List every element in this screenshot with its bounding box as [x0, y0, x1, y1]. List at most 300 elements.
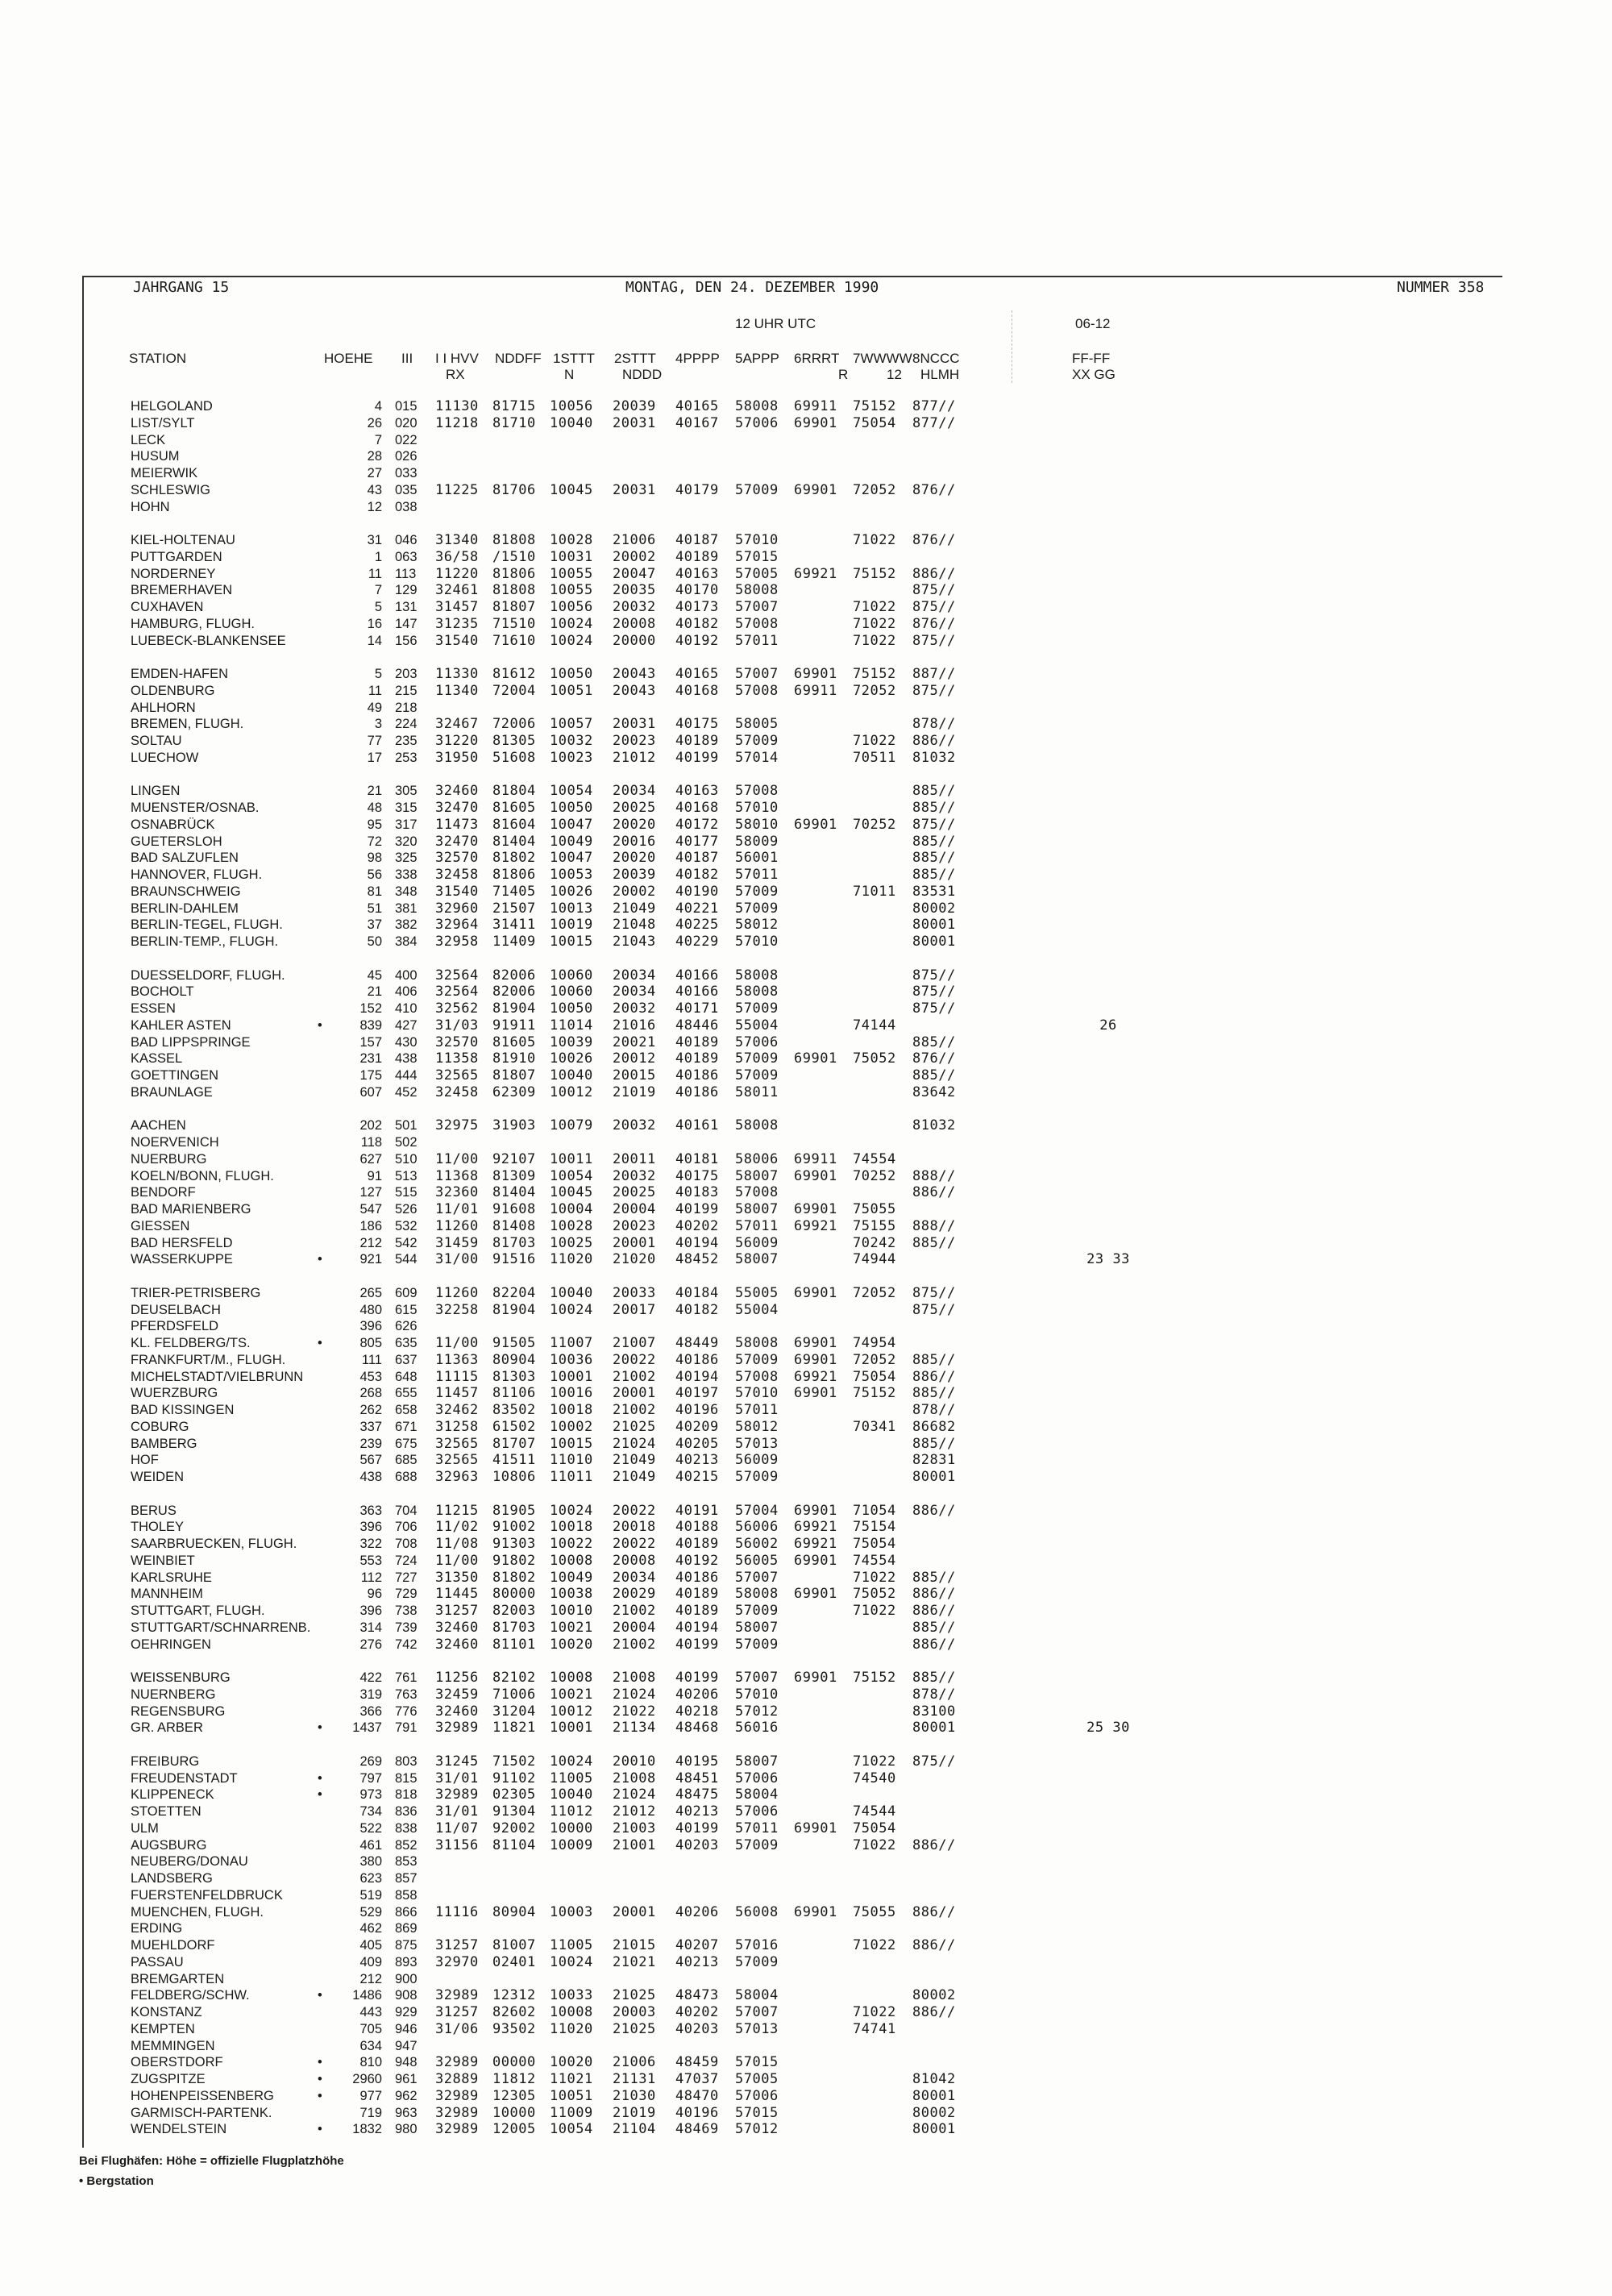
code-group-3: 10055 [550, 582, 593, 599]
station-height: 239 [359, 1436, 382, 1451]
station-name: BREMERHAVEN [131, 583, 233, 598]
code-group-8: 71022 [853, 1937, 896, 1953]
code-group-9: 80001 [912, 934, 956, 950]
code-group-6: 55004 [735, 1017, 779, 1034]
code-group-1: 31156 [435, 1836, 479, 1853]
table-row [0, 1017, 1612, 1034]
code-group-7: 69911 [794, 682, 837, 699]
code-group-7: 69901 [794, 1903, 837, 1920]
station-name: NORDERNEY [131, 566, 216, 581]
footnote-mountain: • Bergstation [79, 2174, 154, 2188]
station-height: 5 [374, 667, 382, 681]
table-row [0, 733, 1612, 749]
code-group-5: 40188 [675, 1519, 719, 1536]
table-row [0, 1067, 1612, 1084]
code-group-7: 69921 [794, 1536, 837, 1552]
code-group-4: 20034 [613, 1569, 656, 1586]
table-row [0, 1503, 1612, 1519]
code-group-2: 72006 [492, 716, 536, 733]
station-height: 212 [359, 1235, 382, 1250]
code-group-6: 57009 [735, 883, 779, 900]
station-height: 480 [359, 1302, 382, 1317]
code-group-3: 10024 [550, 615, 593, 632]
code-group-1: 31/06 [435, 2020, 479, 2037]
table-row [0, 834, 1612, 850]
code-group-3: 10012 [550, 1084, 593, 1100]
code-group-5: 40196 [675, 2104, 719, 2121]
code-group-5: 40213 [675, 1803, 719, 1820]
code-group-4: 21003 [613, 1820, 656, 1836]
code-group-3: 10049 [550, 1569, 593, 1586]
code-group-5: 40172 [675, 816, 719, 833]
code-group-1: 31540 [435, 632, 479, 649]
station-id: 836 [395, 1804, 418, 1819]
gust-value: 23 33 [1086, 1251, 1130, 1268]
code-group-5: 40165 [675, 666, 719, 682]
code-group-3: 10054 [550, 783, 593, 800]
code-group-5: 48469 [675, 2121, 719, 2138]
code-group-2: 91002 [492, 1519, 536, 1536]
station-name: OLDENBURG [131, 683, 215, 698]
code-group-3: 10026 [550, 1050, 593, 1067]
code-group-1: 11473 [435, 816, 479, 833]
code-group-4: 21007 [613, 1335, 656, 1351]
station-id: 515 [395, 1185, 418, 1200]
code-group-9: 886// [912, 733, 956, 749]
station-height: 26 [367, 415, 382, 430]
station-id: 510 [395, 1151, 418, 1167]
station-id: 305 [395, 784, 418, 799]
footnote-airport: Bei Flughäfen: Höhe = offizielle Flugplatzhöhe [79, 2154, 344, 2168]
code-group-3: 10020 [550, 1636, 593, 1653]
code-group-4: 21008 [613, 1670, 656, 1686]
code-group-9: 886// [912, 1636, 956, 1653]
table-row [0, 2071, 1612, 2087]
code-group-4: 21025 [613, 1418, 656, 1435]
code-group-6: 56009 [735, 1234, 779, 1251]
station-name: BAD HERSFELD [131, 1235, 233, 1250]
code-group-5: 40187 [675, 532, 719, 548]
code-group-2: 81904 [492, 1301, 536, 1318]
station-height: 977 [359, 2088, 382, 2103]
station-height: 43 [367, 482, 382, 497]
code-group-5: 40170 [675, 582, 719, 599]
code-group-6: 58004 [735, 1987, 779, 2004]
code-group-4: 21049 [613, 1452, 656, 1469]
code-group-5: 40189 [675, 1536, 719, 1552]
table-row [0, 1670, 1612, 1686]
station-height: 921 [359, 1252, 382, 1267]
code-group-6: 58008 [735, 1117, 779, 1134]
code-group-7: 69921 [794, 565, 837, 582]
code-group-3: 10039 [550, 1034, 593, 1050]
code-group-8: 74554 [853, 1552, 896, 1569]
table-row [0, 1720, 1612, 1736]
code-group-5: 40191 [675, 1502, 719, 1519]
code-group-3: 10008 [550, 1670, 593, 1686]
station-name: KASSEL [131, 1051, 183, 1067]
code-group-3: 10022 [550, 1536, 593, 1552]
station-name: AUGSBURG [131, 1837, 207, 1853]
code-group-3: 10025 [550, 1234, 593, 1251]
code-group-9: 885// [912, 1034, 956, 1050]
table-row [0, 1920, 1612, 1936]
code-group-6: 58008 [735, 1335, 779, 1351]
extra-time-label: 06-12 [1075, 316, 1111, 331]
table-row [0, 1385, 1612, 1401]
code-group-6: 58007 [735, 1619, 779, 1636]
station-height: 705 [359, 2021, 382, 2036]
code-group-6: 57005 [735, 565, 779, 582]
station-height: 186 [359, 1218, 382, 1233]
code-group-8: 71022 [853, 1603, 896, 1619]
code-group-4: 21020 [613, 1251, 656, 1268]
code-group-6: 58008 [735, 398, 779, 414]
table-row [0, 415, 1612, 431]
station-id: 946 [395, 2021, 418, 2036]
code-group-4: 20001 [613, 1234, 656, 1251]
code-group-6: 56016 [735, 1720, 779, 1737]
station-name: OSNABRÜCK [131, 817, 215, 832]
station-id: 502 [395, 1135, 418, 1150]
code-group-8: 72052 [853, 1284, 896, 1301]
code-group-4: 21002 [613, 1636, 656, 1653]
code-group-2: /1510 [492, 548, 536, 565]
code-group-7: 69901 [794, 1552, 837, 1569]
code-group-5: 40199 [675, 1820, 719, 1836]
code-group-5: 40209 [675, 1418, 719, 1435]
table-row [0, 582, 1612, 598]
code-group-5: 40168 [675, 800, 719, 816]
code-group-5: 40186 [675, 1084, 719, 1100]
code-group-2: 80904 [492, 1351, 536, 1368]
station-height: 443 [359, 2005, 382, 2019]
station-id: 857 [395, 1871, 418, 1886]
station-id: 963 [395, 2105, 418, 2120]
code-group-4: 20022 [613, 1351, 656, 1368]
code-group-2: 31903 [492, 1117, 536, 1134]
station-height: 366 [359, 1703, 382, 1719]
station-height: 810 [359, 2055, 382, 2070]
code-group-4: 21025 [613, 1987, 656, 2004]
station-height: 118 [360, 1135, 382, 1150]
code-group-5: 40183 [675, 1184, 719, 1201]
station-height: 112 [360, 1570, 382, 1585]
station-id: 962 [395, 2088, 418, 2103]
code-group-6: 57015 [735, 548, 779, 565]
station-id: 688 [395, 1470, 418, 1484]
code-group-2: 21507 [492, 900, 536, 917]
table-row [0, 1553, 1612, 1569]
code-group-2: 81612 [492, 666, 536, 682]
code-group-4: 20032 [613, 599, 656, 615]
table-row [0, 616, 1612, 632]
table-row [0, 934, 1612, 950]
table-row [0, 465, 1612, 481]
code-group-8: 71054 [853, 1502, 896, 1519]
code-group-4: 20000 [613, 632, 656, 649]
code-group-2: 81706 [492, 481, 536, 498]
code-group-4: 20039 [613, 867, 656, 883]
code-group-3: 10047 [550, 816, 593, 833]
code-group-6: 57007 [735, 1569, 779, 1586]
code-group-9: 876// [912, 532, 956, 548]
table-row [0, 1586, 1612, 1602]
station-height: 265 [359, 1285, 382, 1300]
code-group-1: 11363 [435, 1351, 479, 1368]
code-group-1: 32565 [435, 1067, 479, 1084]
code-group-3: 10009 [550, 1836, 593, 1853]
code-group-5: 40192 [675, 1552, 719, 1569]
station-height: 461 [359, 1837, 382, 1853]
table-row [0, 1820, 1612, 1836]
station-height: 48 [367, 801, 382, 815]
code-group-4: 20022 [613, 1536, 656, 1552]
code-group-2: 81303 [492, 1368, 536, 1385]
table-row [0, 2088, 1612, 2104]
code-group-2: 82006 [492, 967, 536, 984]
station-id: 815 [395, 1770, 418, 1786]
code-group-7: 69901 [794, 1335, 837, 1351]
table-row [0, 1402, 1612, 1418]
station-name: BOCHOLT [131, 984, 194, 1000]
code-group-6: 57007 [735, 2004, 779, 2020]
table-row [0, 1302, 1612, 1318]
table-row [0, 1971, 1612, 1987]
code-group-9: 886// [912, 1836, 956, 1853]
code-group-9: 885// [912, 1067, 956, 1084]
table-row [0, 1419, 1612, 1435]
code-group-2: 11812 [492, 2071, 536, 2087]
station-name: BERLIN-TEMP., FLUGH. [131, 934, 279, 949]
code-group-7: 69901 [794, 1670, 837, 1686]
station-name: LUEBECK-BLANKENSEE [131, 633, 286, 648]
code-group-9: 875// [912, 816, 956, 833]
code-group-9: 878// [912, 716, 956, 733]
code-group-1: 31/01 [435, 1803, 479, 1820]
code-group-7: 69901 [794, 1385, 837, 1402]
code-group-2: 81106 [492, 1385, 536, 1402]
code-group-9: 886// [912, 1937, 956, 1953]
station-name: CUXHAVEN [131, 600, 204, 614]
station-name: ERDING [131, 1921, 183, 1936]
station-name: BERUS [131, 1503, 177, 1518]
station-name: STOETTEN [131, 1804, 202, 1819]
code-group-1: 32565 [435, 1452, 479, 1469]
code-group-6: 57009 [735, 1000, 779, 1017]
station-name: KEMPTEN [131, 2021, 195, 2036]
station-name: MUENCHEN, FLUGH. [131, 1904, 264, 1920]
code-group-7: 69901 [794, 1820, 837, 1836]
code-group-8: 70341 [853, 1418, 896, 1435]
table-row [0, 1853, 1612, 1870]
code-group-4: 21002 [613, 1402, 656, 1418]
code-group-6: 57013 [735, 2020, 779, 2037]
station-id: 948 [395, 2055, 418, 2070]
station-id: 818 [395, 1787, 418, 1803]
code-group-4: 20039 [613, 398, 656, 414]
code-group-6: 58008 [735, 967, 779, 984]
mountain-marker: • [318, 2055, 322, 2070]
code-group-3: 10026 [550, 883, 593, 900]
code-group-4: 21049 [613, 1469, 656, 1485]
code-group-6: 57010 [735, 1385, 779, 1402]
station-height: 2960 [352, 2072, 382, 2086]
code-group-2: 81605 [492, 800, 536, 816]
code-group-2: 10806 [492, 1469, 536, 1485]
station-id: 338 [395, 867, 418, 882]
code-group-1: 11215 [435, 1502, 479, 1519]
station-id: 544 [395, 1252, 418, 1267]
code-group-1: 32564 [435, 984, 479, 1000]
code-group-1: 32564 [435, 967, 479, 984]
code-group-4: 20022 [613, 1502, 656, 1519]
code-group-6: 57015 [735, 2104, 779, 2121]
code-group-5: 40206 [675, 1686, 719, 1703]
code-group-9: 875// [912, 1000, 956, 1017]
code-group-8: 70242 [853, 1234, 896, 1251]
code-group-6: 57009 [735, 733, 779, 749]
code-group-9: 885// [912, 1234, 956, 1251]
station-name: ULM [131, 1820, 159, 1836]
code-group-2: 41511 [492, 1452, 536, 1469]
code-group-7: 69921 [794, 1368, 837, 1385]
station-height: 314 [359, 1620, 382, 1635]
station-name: NUERNBERG [131, 1687, 216, 1702]
code-group-4: 21006 [613, 2054, 656, 2071]
table-row [0, 817, 1612, 833]
code-group-1: 11/00 [435, 1150, 479, 1167]
code-group-3: 10053 [550, 867, 593, 883]
station-name: BAD LIPPSPRINGE [131, 1034, 251, 1050]
station-name: KONSTANZ [131, 2005, 202, 2019]
code-group-3: 10055 [550, 565, 593, 582]
station-name: WUERZBURG [131, 1386, 218, 1401]
code-group-3: 10020 [550, 2054, 593, 2071]
col-group4: 2STTT [614, 351, 656, 366]
issue-number: NUMMER 358 [1397, 279, 1485, 296]
station-height: 380 [359, 1854, 382, 1870]
station-id: 438 [395, 1051, 418, 1067]
station-height: 37 [367, 917, 382, 933]
code-group-1: 32989 [435, 1720, 479, 1737]
table-row [0, 750, 1612, 766]
station-name: DEUSELBACH [131, 1302, 221, 1317]
code-group-6: 57011 [735, 867, 779, 883]
code-group-8: 75152 [853, 1670, 896, 1686]
station-name: LUECHOW [131, 750, 199, 765]
code-group-4: 20025 [613, 800, 656, 816]
code-group-6: 57011 [735, 1217, 779, 1234]
code-group-4: 21019 [613, 2104, 656, 2121]
code-group-6: 57012 [735, 1703, 779, 1720]
code-group-9: 875// [912, 632, 956, 649]
code-group-2: 92107 [492, 1150, 536, 1167]
station-id: 626 [395, 1319, 418, 1334]
station-id: 648 [395, 1369, 418, 1384]
code-group-4: 20016 [613, 833, 656, 850]
station-id: 742 [395, 1637, 418, 1652]
code-group-6: 57006 [735, 1770, 779, 1786]
station-height: 27 [367, 466, 382, 480]
code-group-1: 32570 [435, 850, 479, 867]
code-group-5: 40194 [675, 1234, 719, 1251]
code-group-2: 81104 [492, 1836, 536, 1853]
code-group-5: 40189 [675, 1050, 719, 1067]
code-group-2: 81404 [492, 1184, 536, 1201]
table-row [0, 1117, 1612, 1133]
col-extra: FF-FF [1072, 351, 1111, 366]
station-name: FREIBURG [131, 1753, 200, 1769]
code-group-7: 69921 [794, 1217, 837, 1234]
code-group-8: 75054 [853, 1820, 896, 1836]
station-height: 319 [359, 1687, 382, 1702]
station-height: 11 [368, 683, 382, 698]
station-height: 547 [359, 1202, 382, 1217]
code-group-3: 10050 [550, 800, 593, 816]
code-group-5: 40225 [675, 917, 719, 934]
code-group-2: 62309 [492, 1084, 536, 1100]
station-height: 1437 [352, 1720, 382, 1736]
code-group-9: 877// [912, 414, 956, 431]
station-height: 45 [367, 967, 382, 983]
code-group-5: 40195 [675, 1753, 719, 1770]
code-group-4: 20031 [613, 481, 656, 498]
code-group-5: 40199 [675, 1670, 719, 1686]
code-group-7: 69901 [794, 1201, 837, 1217]
station-id: 325 [395, 851, 418, 866]
code-group-5: 40205 [675, 1435, 719, 1452]
table-row [0, 1168, 1612, 1184]
code-group-4: 21001 [613, 1836, 656, 1853]
code-group-4: 20021 [613, 1034, 656, 1050]
code-group-9: 886// [912, 1603, 956, 1619]
station-name: KLIPPENECK [131, 1787, 214, 1803]
code-group-2: 81802 [492, 850, 536, 867]
col-group1: I I HVV [435, 351, 479, 366]
code-group-2: 81910 [492, 1050, 536, 1067]
code-group-9: 886// [912, 1184, 956, 1201]
station-height: 17 [367, 750, 382, 765]
station-height: 1486 [352, 1988, 382, 2003]
code-group-1: 32458 [435, 1084, 479, 1100]
station-id: 235 [395, 734, 418, 748]
station-name: OBERSTDORF [131, 2055, 223, 2070]
code-group-1: 32461 [435, 582, 479, 599]
station-id: 761 [395, 1670, 418, 1685]
station-name: KARLSRUHE [131, 1570, 212, 1585]
code-group-5: 40202 [675, 2004, 719, 2020]
gust-value: 25 30 [1086, 1720, 1130, 1737]
code-group-3: 10038 [550, 1586, 593, 1603]
station-name: FUERSTENFELDBRUCK [131, 1887, 283, 1903]
code-group-6: 57014 [735, 749, 779, 766]
station-height: 337 [359, 1419, 382, 1434]
code-group-2: 51608 [492, 749, 536, 766]
station-id: 400 [395, 967, 418, 983]
code-group-1: 31257 [435, 1603, 479, 1619]
col-group3-sub: N [564, 367, 575, 382]
code-group-1: 32960 [435, 900, 479, 917]
code-group-3: 10016 [550, 1385, 593, 1402]
code-group-4: 20047 [613, 565, 656, 582]
station-id: 382 [395, 917, 418, 933]
code-group-2: 71405 [492, 883, 536, 900]
code-group-1: 11358 [435, 1050, 479, 1067]
code-group-3: 10028 [550, 1217, 593, 1234]
station-height: 21 [367, 784, 382, 799]
code-group-9: 80001 [912, 1469, 956, 1485]
